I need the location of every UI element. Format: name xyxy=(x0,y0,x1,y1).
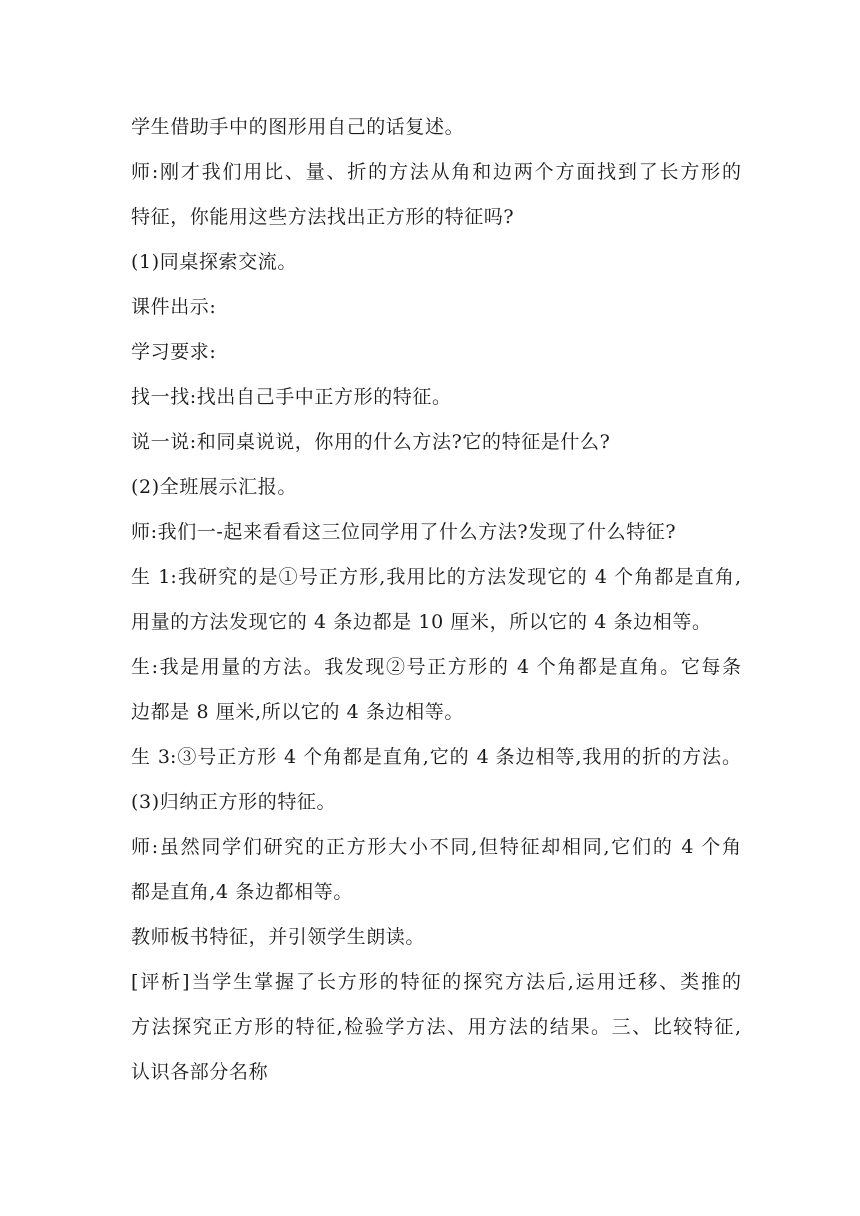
paragraph-line-6: 学习要求: xyxy=(131,341,217,363)
paragraph-line-11: 生 1:我研究的是①号正方形,我用比的方法发现它的 4 个角都是直角, xyxy=(131,566,741,588)
paragraph-line-13: 生:我是用量的方法。我发现②号正方形的 4 个角都是直角。它每条 xyxy=(131,656,741,678)
paragraph-line-10: 师:我们一-起来看看这三位同学用了什么方法?发现了什么特征? xyxy=(131,521,677,543)
paragraph-line-19: 教师板书特征，并引领学生朗读。 xyxy=(131,926,426,948)
paragraph-line-2: 师:刚才我们用比、量、折的方法从角和边两个方面找到了长方形的 xyxy=(131,161,741,183)
paragraph-line-1: 学生借助手中的图形用自己的话复述。 xyxy=(131,116,465,138)
paragraph-line-22: 认识各部分名称 xyxy=(131,1061,269,1083)
paragraph-line-16: (3)归纳正方形的特征。 xyxy=(131,791,337,813)
paragraph-line-7: 找一找:找出自己手中正方形的特征。 xyxy=(131,386,452,408)
paragraph-line-12: 用量的方法发现它的 4 条边都是 10 厘米，所以它的 4 条边相等。 xyxy=(131,611,712,633)
paragraph-line-17: 师:虽然同学们研究的正方形大小不同,但特征却相同,它们的 4 个角 xyxy=(131,836,741,858)
paragraph-line-20: [评析]当学生掌握了长方形的特征的探究方法后,运用迁移、类推的 xyxy=(131,971,741,993)
paragraph-line-14: 边都是 8 厘米,所以它的 4 条边相等。 xyxy=(131,701,464,723)
paragraph-line-21: 方法探究正方形的特征,检验学方法、用方法的结果。三、比较特征, xyxy=(131,1016,741,1038)
paragraph-line-3: 特征，你能用这些方法找出正方形的特征吗? xyxy=(131,206,515,228)
paragraph-line-9: (2)全班展示汇报。 xyxy=(131,476,297,498)
paragraph-line-15: 生 3:③号正方形 4 个角都是直角,它的 4 条边相等,我用的折的方法。 xyxy=(131,746,741,768)
paragraph-line-8: 说一说:和同桌说说，你用的什么方法?它的特征是什么? xyxy=(131,431,611,453)
paragraph-line-5: 课件出示: xyxy=(131,296,217,318)
paragraph-line-18: 都是直角,4 条边都相等。 xyxy=(131,881,353,903)
paragraph-line-4: (1)同桌探索交流。 xyxy=(131,251,297,273)
